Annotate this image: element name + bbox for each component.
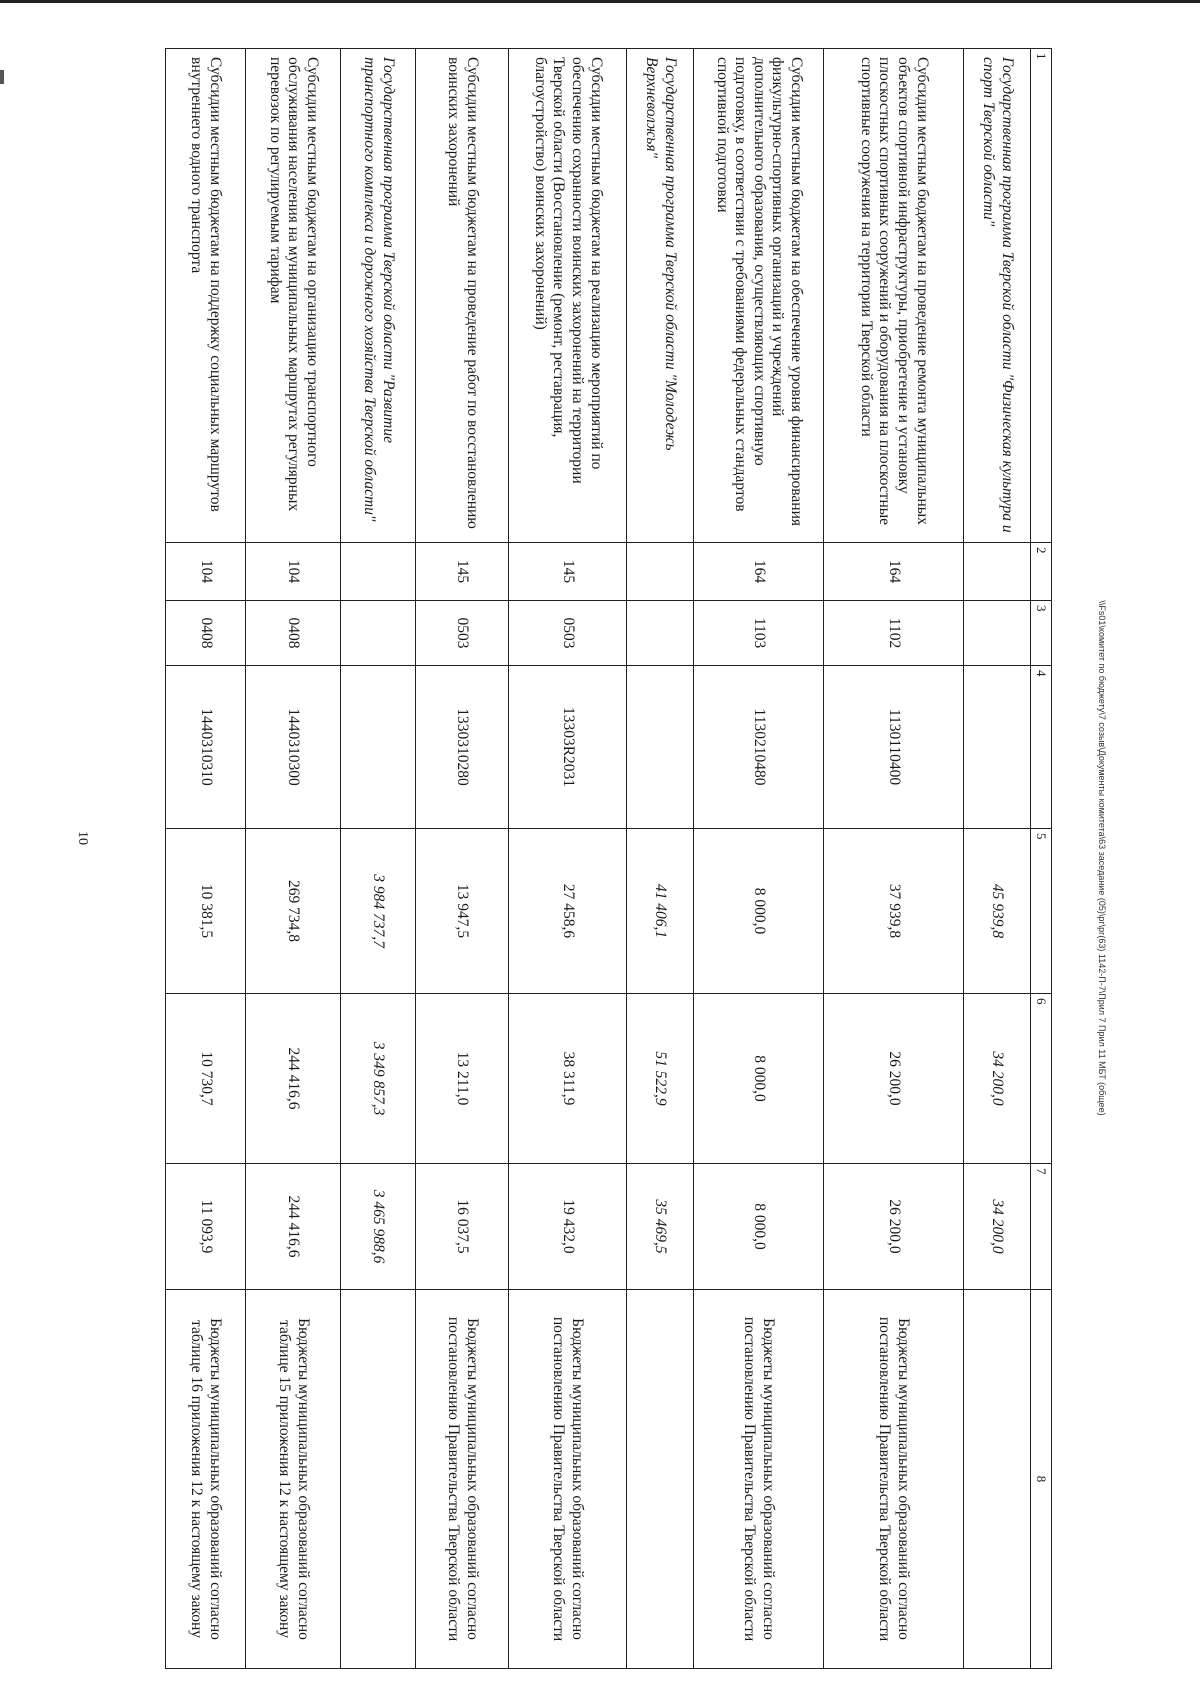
column-header: 2 [1031, 543, 1052, 601]
cell-target-code [627, 666, 694, 829]
cell-recipient [627, 1290, 694, 1669]
cell-description: Субсидии местным бюджетам на обеспечение уровня финансирования физкультурно-спортивных организаций и учреждений дополнительного образования, осуществляющих спортивную подготовку, в соответствии с требованиями федеральных стандартов спортивной подготовки [694, 49, 824, 543]
cell-amount-year-1: 10 381,5 [166, 829, 246, 994]
subsidy-row [246, 49, 341, 1669]
column-header: 4 [1031, 666, 1052, 829]
cell-admin-code: 104 [246, 543, 341, 601]
cell-target-code: 1130210480 [694, 666, 824, 829]
cell-admin-code: 145 [509, 543, 627, 601]
cell-description: Субсидии местным бюджетам на поддержку социальных маршрутов внутреннего водного транспорта [166, 49, 246, 543]
cell-amount-year-1: 27 458,6 [509, 829, 627, 994]
cell-amount-year-3: 16 037,5 [416, 1164, 509, 1290]
column-header: 8 [1031, 1290, 1052, 1669]
cell-recipient: Бюджеты муниципальных образований согласно постановлению Правительства Тверской области [824, 1290, 964, 1669]
column-header: 3 [1031, 601, 1052, 666]
cell-target-code: 1440310300 [246, 666, 341, 829]
cell-amount-year-3: 3 465 988,6 [341, 1164, 416, 1290]
cell-section-code [964, 601, 1031, 666]
cell-section-code: 0503 [509, 601, 627, 666]
cell-description: Субсидии местным бюджетам на проведение ремонта муниципальных объектов спортивной инфраструктуры, приобретение и установку плоскостных спортивных сооружений и оборудования на плоскостные спортивные сооружения на территории Тверской области [824, 49, 964, 543]
cell-admin-code: 164 [694, 543, 824, 601]
cell-section-code: 1102 [824, 601, 964, 666]
cell-amount-year-3: 35 469,5 [627, 1164, 694, 1290]
column-header: 6 [1031, 994, 1052, 1164]
cell-admin-code: 164 [824, 543, 964, 601]
cell-admin-code: 104 [166, 543, 246, 601]
scan-top-border [0, 0, 1200, 3]
subsidy-row [694, 49, 824, 1669]
scan-edge-mark [0, 70, 4, 84]
cell-amount-year-2: 244 416,6 [246, 994, 341, 1164]
column-header: 7 [1031, 1164, 1052, 1290]
cell-description: Государственная программа Тверской области "Молодежь Верхневолжья" [627, 49, 694, 543]
cell-amount-year-3: 244 416,6 [246, 1164, 341, 1290]
cell-amount-year-1: 269 734,8 [246, 829, 341, 994]
cell-recipient [964, 1290, 1031, 1669]
budget-table [165, 48, 1052, 1669]
cell-amount-year-2: 3 349 857,3 [341, 994, 416, 1164]
cell-description: Государственная программа Тверской области "Развитие транспортного комплекса и дорожного хозяйства Тверской области" [341, 49, 416, 543]
column-header: 5 [1031, 829, 1052, 994]
cell-amount-year-3: 19 432,0 [509, 1164, 627, 1290]
rotated-document-sheet [67, 48, 1177, 1668]
cell-amount-year-2: 34 200,0 [964, 994, 1031, 1164]
cell-section-code: 0408 [166, 601, 246, 666]
subsidy-row [166, 49, 246, 1669]
cell-admin-code: 145 [416, 543, 509, 601]
cell-target-code: 1440310310 [166, 666, 246, 829]
program-row [627, 49, 694, 1669]
cell-recipient: Бюджеты муниципальных образований согласно таблице 15 приложения 12 к настоящему закону [246, 1290, 341, 1669]
cell-description: Государственная программа Тверской области "Физическая культура и спорт Тверской области" [964, 49, 1031, 543]
cell-description: Субсидии местным бюджетам на реализацию мероприятий по обеспечению сохранности воинских захоронений на территории Тверской области (Восстановление (ремонт, реставрация, благоустройство) воинских захоронений) [509, 49, 627, 543]
cell-recipient: Бюджеты муниципальных образований согласно постановлению Правительства Тверской области [694, 1290, 824, 1669]
cell-target-code [341, 666, 416, 829]
cell-amount-year-1: 3 984 737,7 [341, 829, 416, 994]
cell-description: Субсидии местным бюджетам на организацию транспортного обслуживания населения на муниципальных маршрутах регулярных перевозок по регулируемым тарифам [246, 49, 341, 543]
cell-section-code: 1103 [694, 601, 824, 666]
cell-target-code: 1330310280 [416, 666, 509, 829]
cell-recipient: Бюджеты муниципальных образований согласно постановлению Правительства Тверской области [416, 1290, 509, 1669]
cell-target-code: 13303R2031 [509, 666, 627, 829]
cell-amount-year-1: 8 000,0 [694, 829, 824, 994]
cell-recipient: Бюджеты муниципальных образований согласно таблице 16 приложения 12 к настоящему закону [166, 1290, 246, 1669]
page-number: 10 [75, 831, 90, 845]
cell-description: Субсидии местным бюджетам на проведение работ по восстановлению воинских захоронений [416, 49, 509, 543]
cell-amount-year-1: 37 939,8 [824, 829, 964, 994]
cell-section-code: 0408 [246, 601, 341, 666]
program-row [341, 49, 416, 1669]
cell-amount-year-1: 13 947,5 [416, 829, 509, 994]
subsidy-row [509, 49, 627, 1669]
cell-recipient: Бюджеты муниципальных образований согласно постановлению Правительства Тверской области [509, 1290, 627, 1669]
column-number-row [1031, 49, 1052, 1669]
cell-amount-year-2: 10 730,7 [166, 994, 246, 1164]
cell-admin-code [341, 543, 416, 601]
cell-target-code [964, 666, 1031, 829]
cell-amount-year-2: 8 000,0 [694, 994, 824, 1164]
cell-admin-code [964, 543, 1031, 601]
cell-target-code: 1130110400 [824, 666, 964, 829]
cell-amount-year-2: 13 211,0 [416, 994, 509, 1164]
column-header: 1 [1031, 49, 1052, 543]
file-path-footer: \\Fs01\комитет по бюджету\7 созыв\Документы комитета\63 заседание (05)\рг\рг(63) 1142-П-7\Прил 7 Прил 11 МБТ (общее) [1097, 600, 1107, 1116]
cell-section-code [627, 601, 694, 666]
cell-recipient [341, 1290, 416, 1669]
cell-amount-year-2: 38 311,9 [509, 994, 627, 1164]
cell-amount-year-3: 8 000,0 [694, 1164, 824, 1290]
cell-amount-year-1: 45 939,8 [964, 829, 1031, 994]
cell-amount-year-3: 11 093,9 [166, 1164, 246, 1290]
cell-section-code [341, 601, 416, 666]
subsidy-row [824, 49, 964, 1669]
cell-amount-year-3: 26 200,0 [824, 1164, 964, 1290]
cell-section-code: 0503 [416, 601, 509, 666]
cell-amount-year-3: 34 200,0 [964, 1164, 1031, 1290]
cell-amount-year-2: 51 522,9 [627, 994, 694, 1164]
cell-amount-year-1: 41 406,1 [627, 829, 694, 994]
subsidy-row [416, 49, 509, 1669]
cell-admin-code [627, 543, 694, 601]
program-row [964, 49, 1031, 1669]
cell-amount-year-2: 26 200,0 [824, 994, 964, 1164]
